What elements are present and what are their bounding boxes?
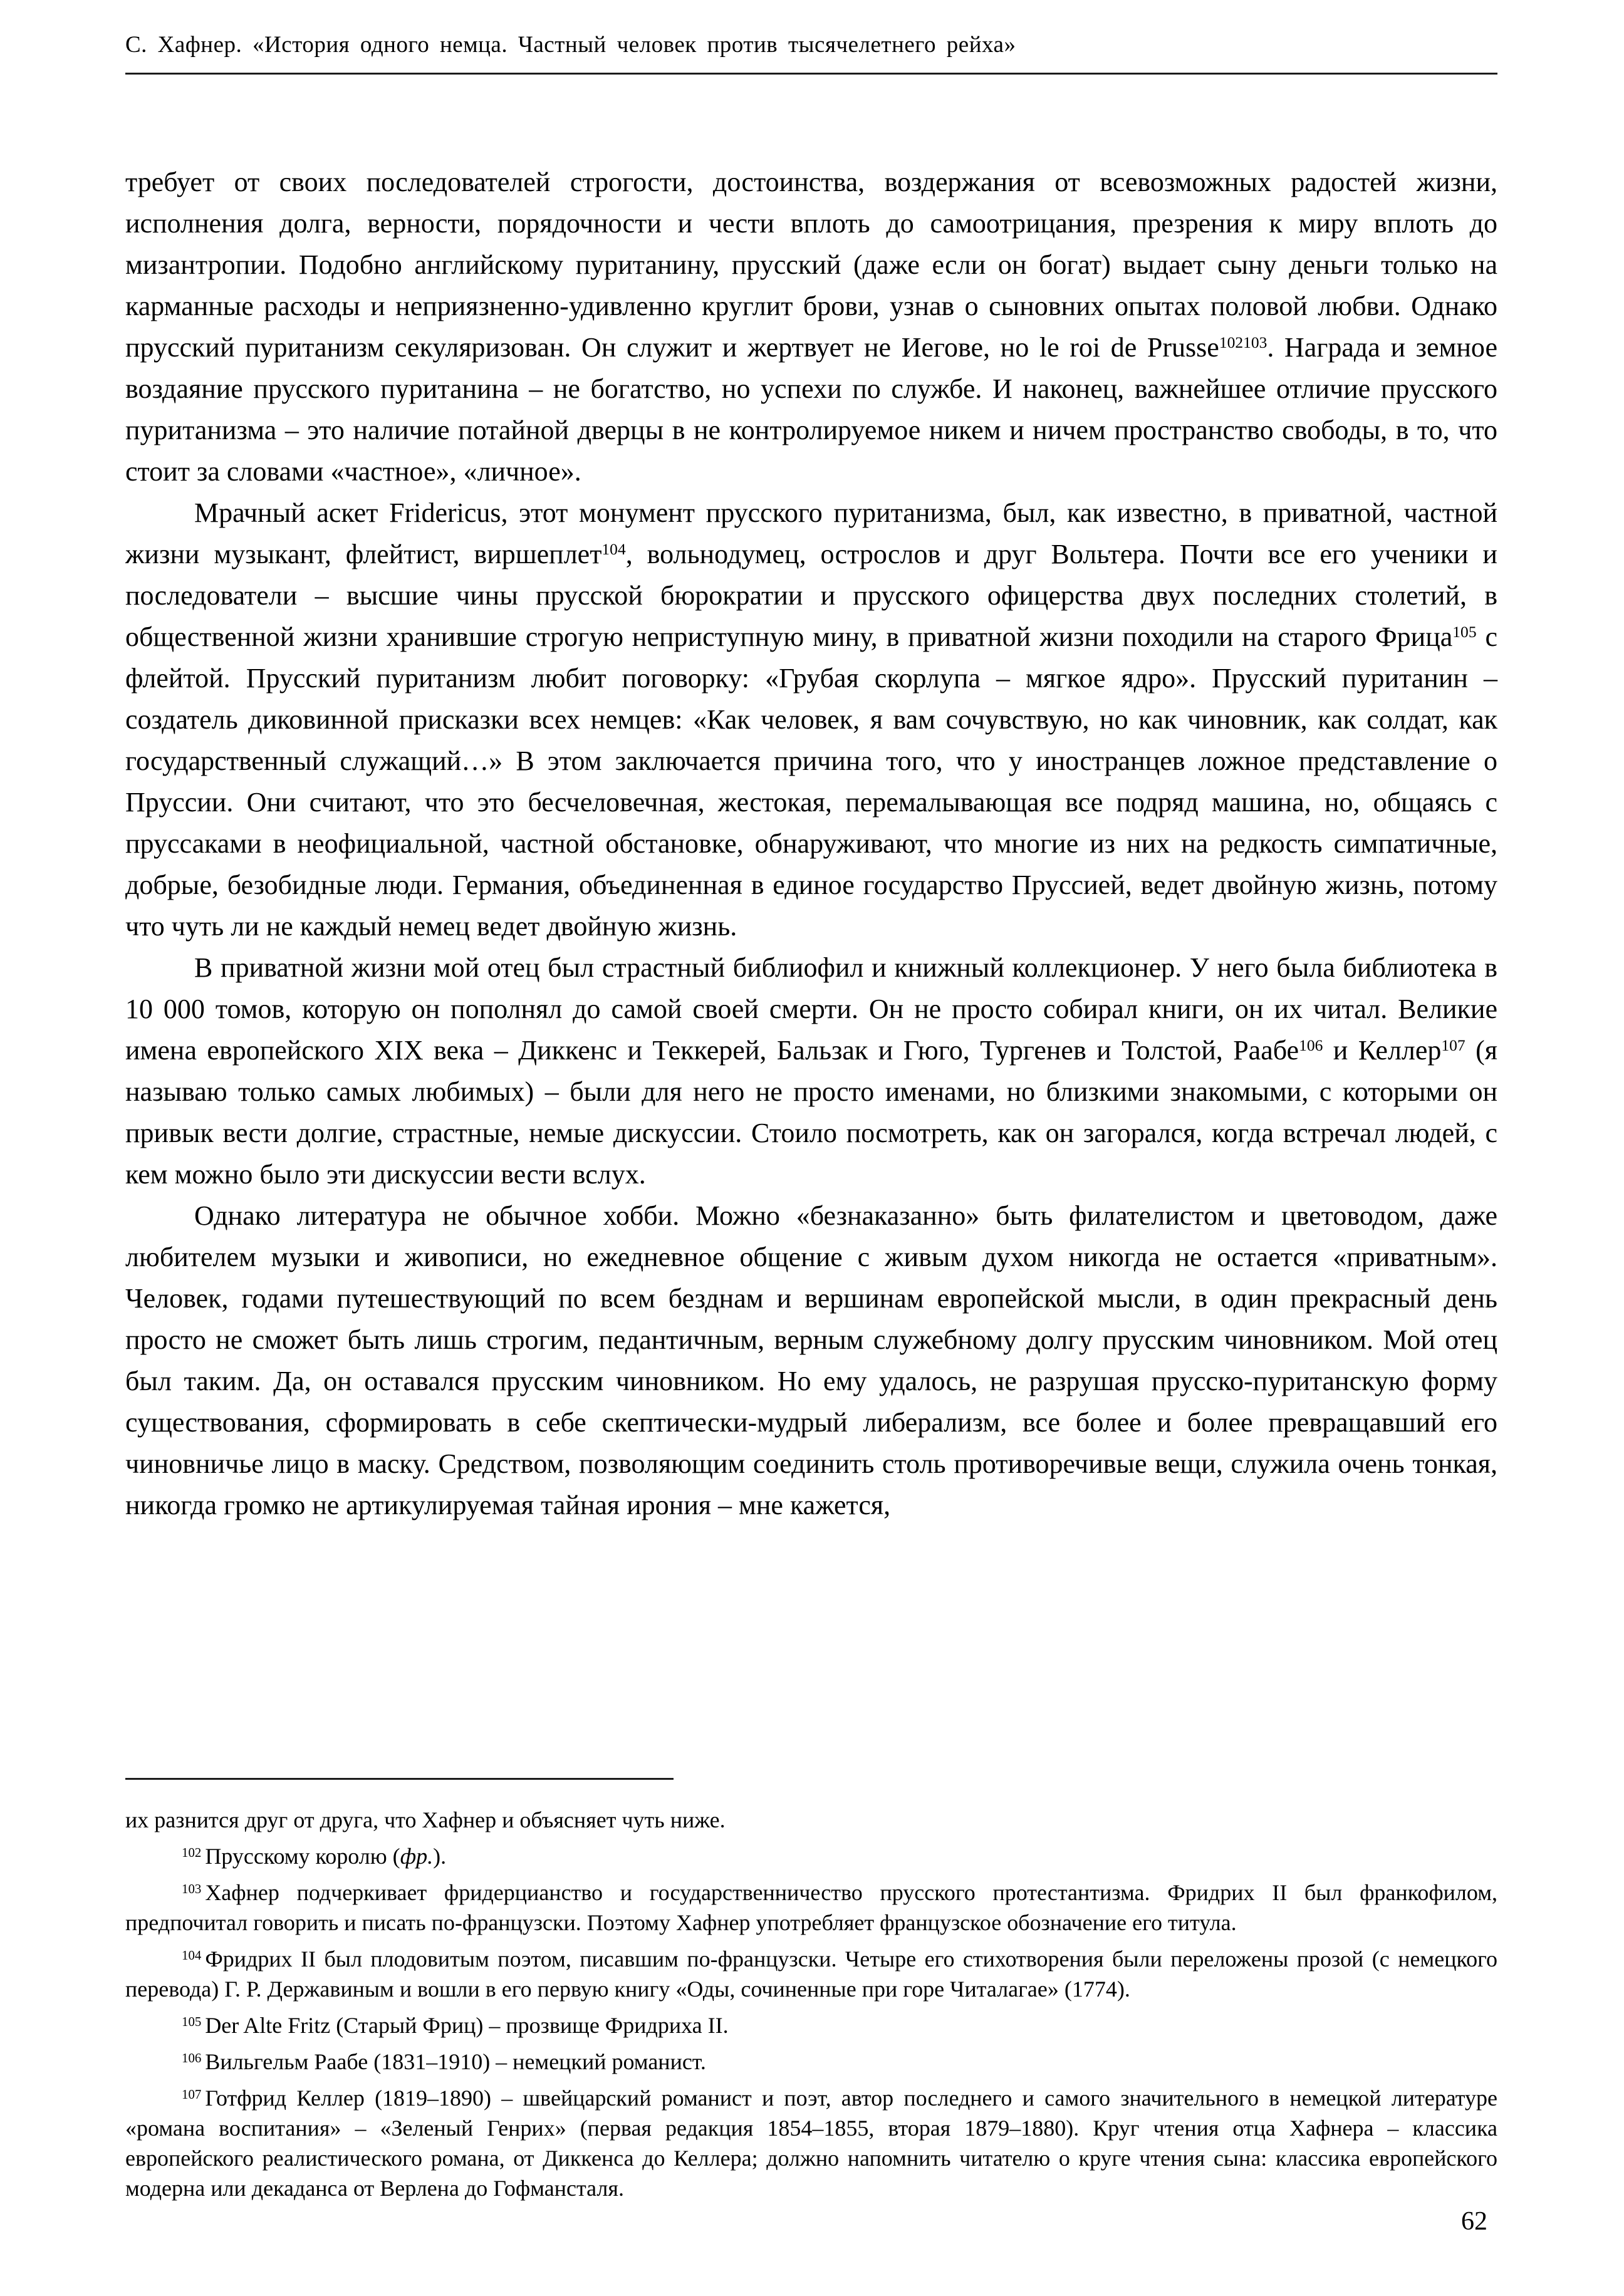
footnote-ref: 102103 <box>1219 333 1267 351</box>
italic-text: фр. <box>400 1844 434 1869</box>
footnote-number: 102 <box>182 1844 202 1860</box>
paragraph: Мрачный аскет Fridericus, этот монумент прусского пуританизма, был, как известно, в приватной, частной жизни музыкант, флейтист, виршеплет$^{104}$, вольнодумец, острослов и друг Вольтера. Почти все его ученики и последователи – высшие чины прусской бюрократии и прусского офицерства двух последних столетий, в общественной жизни хранившие строгую неприступную мину, в приватной жизни походили на старого Фрица$^{105}$ с флейтой. Прусский пуританизм любит поговорку: «Грубая скорлупа – мягкое ядро». Прусский пуританин – создатель диковинной присказки всех немцев: «Как человек, я вам сочувствую, но как чиновник, как солдат, как государственный служащий…» В этом заключается причина того, что у иностранцев ложное представление о Пруссии. Они считают, что это бесчеловечная, жестокая, перемалывающая все подряд машина, но, общаясь с пруссаками в неофициальной, частной обстановке, обнаруживают, что многие из них на редкость симпатичные, добрые, безобидные люди. Германия, объединенная в единое государство Пруссией, ведет двойную жизнь, потому что чуть ли не каждый немец ведет двойную жизнь. <box>125 497 1498 942</box>
running-header-title: С. Хафнер. «История одного немца. Частный человек против тысячелетнего рейха» <box>125 32 1016 58</box>
footnote-number: 105 <box>182 2013 202 2029</box>
footnote: $^{105}$ Der Alte Fritz (Старый Фриц) – прозвище Фридриха II. <box>182 2013 729 2038</box>
footnote-ref: 107 <box>1441 1036 1465 1054</box>
footnote: $^{106}$ Вильгельм Раабе (1831–1910) – немецкий романист. <box>182 2049 706 2074</box>
footnote: $^{103}$ Хафнер подчеркивает фридерцианство и государственничество прусского протестантизма. Фридрих II был франкофилом, предпочитал говорить и писать по-французски. Поэтому Хафнер употребляет французское обозначение его титула. <box>125 1880 1497 1935</box>
footnote: $^{104}$ Фридрих II был плодовитым поэтом, писавшим по-французски. Четыре его стихотворения были переложены прозой (с немецкого перевода) Г. Р. Державиным и вошли в его первую книгу «Оды, сочиненные при горе Читалагае» (1774). <box>125 1946 1497 2002</box>
footnote-ref: 105 <box>1452 622 1477 641</box>
footnote-ref: 106 <box>1299 1036 1323 1054</box>
footnote-number: 104 <box>182 1947 202 1963</box>
footnote-number: 107 <box>182 2086 202 2102</box>
footnote-ref: 104 <box>601 539 626 558</box>
footnote: $^{107}$ Готфрид Келлер (1819–1890) – швейцарский романист и поэт, автор последнего и самого значительного в немецкой литературе «романа воспитания» – «Зеленый Генрих» (первая редакция 1854–1855, вторая 1879–1880). Круг чтения отца Хафнера – классика европейского реалистического романа, от Диккенса до Келлера; должно напомнить читателю о круге чтения сына: классика европейского модерна или декаданса от Верлена до Гофмансталя. <box>125 2086 1497 2201</box>
footnote-separator <box>125 1778 674 1780</box>
footnotes-section <box>125 1778 1497 2203</box>
paragraph: Однако литература не обычное хобби. Можно «безнаказанно» быть филателистом и цветоводом, даже любителем музыки и живописи, но ежедневное общение с живым духом никогда не остается «приватным». Человек, годами путешествующий по всем безднам и вершинам европейской мысли, в один прекрасный день просто не сможет быть лишь строгим, педантичным, верным служебному долгу прусским чиновником. Мой отец был таким. Да, он оставался прусским чиновником. Но ему удалось, не разрушая прусско-пуританскую форму существования, сформировать в себе скептически-мудрый либерализм, все более и более превращавший его чиновничье лицо в маску. Средством, позволяющим соединить столь противоречивые вещи, служила очень тонкая, никогда громко не артикулируемая тайная ирония – мне кажется, <box>125 1200 1497 1520</box>
footnote-number: 106 <box>182 2050 202 2065</box>
footnote-list <box>125 1805 1497 2203</box>
header-rule <box>125 73 1497 75</box>
paragraph: требует от своих последователей строгости, достоинства, воздержания от всевозможных радостей жизни, исполнения долга, верности, порядочности и чести вплоть до самоотрицания, презрения к миру вплоть до мизантропии. Подобно английскому пуританину, прусский (даже если он богат) выдает сыну деньги только на карманные расходы и неприязненно-удивленно круглит брови, узнав о сыновних опытах половой любви. Однако прусский пуританизм секуляризован. Он служит и жертвует не Иегове, но le roi de Prusse$^{102103}$. Награда и земное воздаяние прусского пуританина – не богатство, но успехи по службе. И наконец, важнейшее отличие прусского пуританизма – это наличие потайной дверцы в не контролируемое никем и ничем пространство свободы, в то, что стоит за словами «частное», «личное». <box>125 167 1498 487</box>
paragraph: В приватной жизни мой отец был страстный библиофил и книжный коллекционер. У него была библиотека в 10 000 томов, которую он пополнял до самой своей смерти. Он не просто собирал книги, он их читал. Великие имена европейского XIX века – Диккенс и Теккерей, Бальзак и Гюго, Тургенев и Толстой, Раабе$^{106}$ и Келлер$^{107}$ (я называю только самых любимых) – были для него не просто именами, но близкими знакомыми, с которыми он привык вести долгие, страстные, немые дискуссии. Стоило посмотреть, как он загорался, когда встречал людей, с кем можно было эти дискуссии вести вслух. <box>125 952 1498 1190</box>
page-number: 62 <box>1461 2207 1487 2236</box>
footnote: $^{102}$ Прусскому королю (фр.). <box>182 1844 447 1869</box>
footnote: их разнится друг от друга, что Хафнер и объясняет чуть ниже. <box>125 1807 726 1832</box>
body-paragraphs <box>125 162 1497 1526</box>
footnote-number: 103 <box>182 1881 202 1896</box>
page-header <box>125 31 1497 80</box>
